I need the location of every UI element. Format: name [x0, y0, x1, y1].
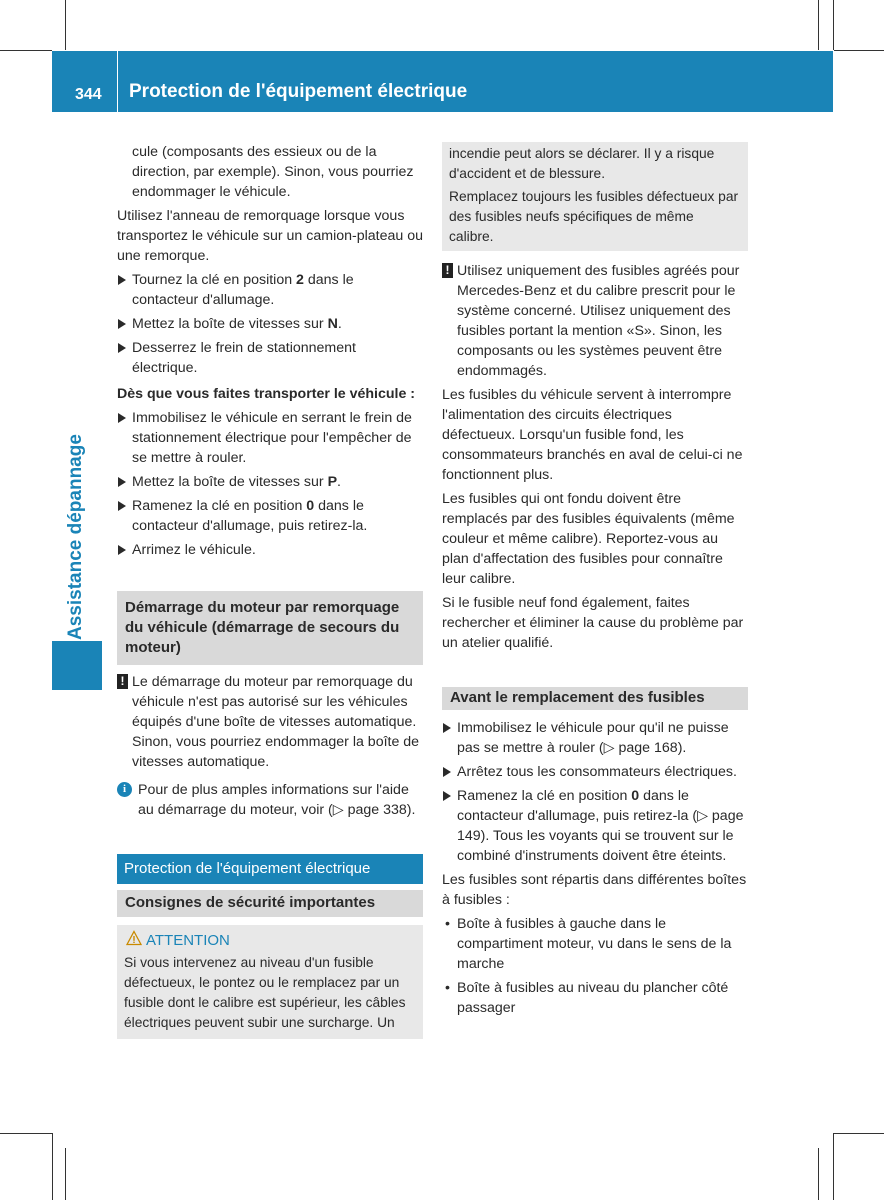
warning-title: ATTENTION	[124, 931, 416, 951]
crop-mark	[65, 1148, 66, 1200]
crop-mark	[0, 50, 52, 51]
step-item: Ramenez la clé en position 0 dans le contacteur d'allumage, puis retirez-la.	[117, 496, 423, 536]
step-item: Arrêtez tous les consommateurs électriques.	[442, 762, 748, 782]
crop-mark	[818, 0, 819, 50]
step-item: Tournez la clé en position 2 dans le contacteur d'allumage.	[117, 270, 423, 310]
crop-mark	[833, 1133, 884, 1134]
page-header	[52, 51, 833, 112]
step-item: Desserrez le frein de stationnement électrique.	[117, 338, 423, 378]
exclamation-icon: !	[442, 263, 453, 278]
list-item: • Boîte à fusibles au niveau du plancher côté passager	[442, 978, 748, 1018]
section-heading: Démarrage du moteur par remorquage du véhicule (démarrage de secours du moteur)	[117, 591, 423, 665]
caution-notice: ! Le démarrage du moteur par remorquage du véhicule n'est pas autorisé sur les véhicules équipés d'une boîte de vitesses automatique. Sinon, vous pourriez endommager la boîte de vitesses automatique.	[117, 672, 423, 772]
caution-notice: ! Utilisez uniquement des fusibles agréés pour Mercedes-Benz et du calibre prescrit pour le système concerné. Utilisez uniquement des fusibles portant la mention «S». Sinon, les composants ou les systèmes peuvent être endommagés.	[442, 261, 748, 381]
section-heading: Avant le remplacement des fusibles	[442, 687, 748, 710]
warning-text: incendie peut alors se déclarer. Il y a risque d'accident et de blessure.	[449, 146, 715, 181]
page-title: Protection de l'équipement électrique	[129, 81, 468, 102]
step-item: Immobilisez le véhicule en serrant le frein de stationnement électrique pour l'empêcher de se mettre à rouler.	[117, 408, 423, 468]
left-column	[117, 142, 423, 1039]
crop-mark	[65, 0, 66, 50]
chapter-heading: Protection de l'équipement électrique	[117, 854, 423, 884]
step-item: Arrimez le véhicule.	[117, 540, 423, 560]
step-item: Ramenez la clé en position 0 dans le contacteur d'allumage, puis retirez-la (▷ page 149). Tous les voyants qui se trouvent sur le combiné d'instruments doivent être éteints.	[442, 786, 748, 866]
warning-text: Si vous intervenez au niveau d'un fusible défectueux, le pontez ou le remplacez par un fusible dont le calibre est supérieur, les câbles électriques peuvent subir une surcharge. Un	[124, 955, 406, 1030]
side-tab-block	[52, 641, 102, 690]
right-column	[442, 142, 748, 1022]
warning-triangle-icon	[126, 930, 142, 946]
warning-box-continued	[442, 142, 748, 251]
step-item: Mettez la boîte de vitesses sur N.	[117, 314, 423, 334]
info-notice: i Pour de plus amples informations sur l'aide au démarrage du moteur, voir (▷ page 338).	[117, 780, 423, 820]
side-tab-label: Assistance dépannage	[65, 434, 86, 640]
paragraph: Si le fusible neuf fond également, faites rechercher et éliminer la cause du problème par un atelier qualifié.	[442, 595, 744, 651]
section-heading: Consignes de sécurité importantes	[117, 890, 423, 917]
page-number: 344	[75, 86, 102, 103]
paragraph: Les fusibles qui ont fondu doivent être remplacés par des fusibles équivalents (même couleur et même calibre). Reportez-vous au plan d'affectation des fusibles pour connaître leur calibre.	[442, 491, 735, 587]
info-icon: i	[117, 782, 132, 797]
step-item: Immobilisez le véhicule pour qu'il ne puisse pas se mettre à rouler (▷ page 168).	[442, 718, 748, 758]
crop-mark	[52, 1133, 53, 1200]
crop-mark	[833, 1133, 834, 1200]
crop-mark	[833, 0, 834, 50]
paragraph: Les fusibles sont répartis dans différentes boîtes à fusibles :	[442, 872, 747, 908]
crop-mark	[0, 1133, 52, 1134]
paragraph: Utilisez l'anneau de remorquage lorsque vous transportez le véhicule sur un camion-plateau ou une remorque.	[117, 208, 423, 264]
crop-mark	[834, 50, 884, 51]
subheading: Dès que vous faites transporter le véhicule :	[117, 386, 416, 402]
list-item: • Boîte à fusibles à gauche dans le compartiment moteur, vu dans le sens de la marche	[442, 914, 748, 974]
step-item: Mettez la boîte de vitesses sur P.	[117, 472, 423, 492]
exclamation-icon: !	[117, 674, 128, 689]
paragraph: Les fusibles du véhicule servent à interrompre l'alimentation des circuits électriques défectueux. Lorsqu'un fusible fond, les consommateurs branchés en aval de celui-ci ne fonctionnent plus.	[442, 387, 743, 483]
paragraph: cule (composants des essieux ou de la direction, par exemple). Sinon, vous pourriez endommager le véhicule.	[132, 144, 414, 200]
header-divider	[117, 51, 118, 112]
warning-box	[117, 925, 423, 1039]
crop-mark	[818, 1148, 819, 1200]
warning-text: Remplacez toujours les fusibles défectueux par des fusibles neufs spécifiques de même calibre.	[449, 189, 739, 244]
